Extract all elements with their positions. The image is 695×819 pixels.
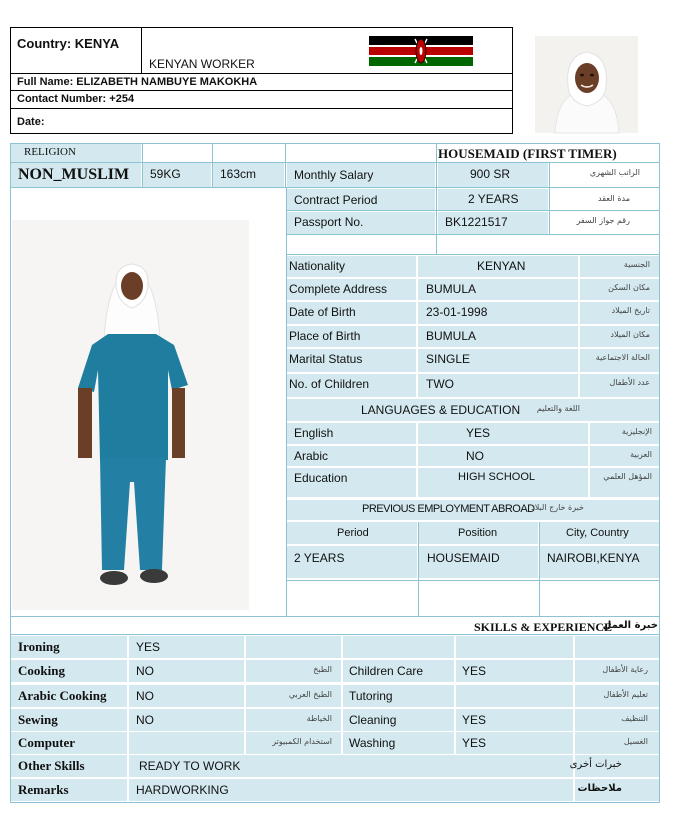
other-skills-ar: خبرات أخرى (569, 759, 622, 770)
personal-ar-label: مكان السكن (608, 283, 650, 292)
language-ar-label: المؤهل العلمي (603, 472, 652, 481)
religion-value: NON_MUSLIM (18, 166, 130, 183)
skill-value-right: YES (462, 736, 487, 750)
personal-value: KENYAN (477, 259, 526, 273)
portrait-photo (535, 36, 638, 133)
skill-label-right: Cleaning (349, 713, 397, 727)
worker-type: KENYAN WORKER (149, 57, 255, 71)
skill-cell (456, 685, 573, 707)
remarks-label: Remarks (18, 782, 69, 797)
other-skills-label: Other Skills (18, 758, 85, 773)
date-label: Date: (17, 116, 45, 128)
skill-cell (129, 732, 244, 754)
skill-value: YES (136, 640, 161, 654)
skills-title: SKILLS & EXPERIENCE (474, 620, 613, 634)
personal-label: Nationality (289, 259, 346, 273)
personal-label: Marital Status (289, 352, 363, 366)
salary-value: 900 SR (470, 167, 511, 181)
skill-ar-label: الطبخ (313, 665, 332, 674)
kenya-flag (369, 36, 473, 66)
skill-label: Computer (18, 735, 76, 750)
passport-label: Passport No. (294, 215, 364, 229)
emp-header-city: City, Country (566, 527, 629, 539)
language-ar-label: الإنجليزية (621, 427, 652, 436)
religion-label: RELIGION (24, 146, 76, 158)
personal-ar-label: مكان الميلاد (610, 330, 650, 339)
personal-ar-label: عدد الأطفال (609, 378, 650, 387)
language-value-cell (418, 423, 588, 444)
skill-value: NO (136, 713, 154, 727)
height-value: 163cm (220, 167, 257, 181)
skill-ar-label-right: الغسيل (623, 737, 648, 746)
salary-label: Monthly Salary (294, 168, 374, 182)
language-label: English (294, 426, 334, 440)
language-label: Education (294, 471, 348, 485)
weight-value: 59KG (150, 167, 181, 181)
passport-ar: رقم جواز السفر (576, 216, 630, 225)
skill-cell (343, 636, 454, 658)
language-value-cell (418, 446, 588, 466)
skill-label: Ironing (18, 639, 60, 654)
skill-ar-label: الطبخ العربي (288, 690, 332, 699)
skill-ar-label: الخياطة (306, 714, 332, 723)
skill-value: NO (136, 664, 154, 678)
skill-label: Arabic Cooking (18, 688, 107, 703)
language-value: HIGH SCHOOL (458, 471, 536, 483)
skill-label-right: Children Care (349, 664, 424, 678)
full-name: Full Name: ELIZABETH NAMBUYE MAKOKHA (17, 76, 258, 88)
salary-ar: الراتب الشهري (589, 168, 640, 177)
skill-label: Sewing (18, 712, 58, 727)
languages-title-ar: اللغة والتعليم (536, 404, 580, 413)
personal-ar-label: الحالة الاجتماعية (595, 353, 650, 362)
personal-label: Complete Address (289, 282, 388, 296)
skill-cell (456, 636, 573, 658)
personal-ar-label: الجنسية (623, 260, 650, 269)
personal-ar-label: تاريخ الميلاد (611, 306, 650, 315)
skill-label-right: Washing (349, 736, 396, 750)
passport-value: BK1221517 (445, 215, 508, 229)
skill-ar-label-right: تعليم الأطفال (603, 690, 648, 699)
language-value: YES (466, 426, 491, 440)
contract-label: Contract Period (294, 193, 378, 207)
emp-position: HOUSEMAID (427, 551, 500, 565)
other-skills-value: READY TO WORK (139, 759, 241, 773)
personal-label: Date of Birth (289, 305, 356, 319)
personal-value: 23-01-1998 (426, 305, 488, 319)
skills-title-ar: خبرة العمل (602, 620, 658, 631)
skill-cell (246, 636, 341, 658)
contact-number: Contact Number: +254 (17, 93, 135, 105)
position-title: HOUSEMAID (FIRST TIMER) (438, 146, 617, 161)
personal-value: BUMULA (426, 329, 477, 343)
full-body-photo (12, 220, 249, 610)
employment-title: PREVIOUS EMPLOYMENT ABROAD (362, 503, 535, 515)
header-box (10, 27, 513, 134)
skill-value-right: YES (462, 713, 487, 727)
skill-ar-label-right: التنظيف (621, 714, 648, 723)
employment-title-ar: خبرة خارج البلاد (531, 503, 584, 512)
skill-label-right: Tutoring (349, 689, 393, 703)
remarks-value: HARDWORKING (136, 783, 229, 797)
contract-value: 2 YEARS (468, 192, 519, 206)
skill-value: NO (136, 689, 154, 703)
skill-label: Cooking (18, 663, 65, 678)
language-ar-label: العربية (630, 450, 652, 459)
contract-ar: مدة العقد (598, 194, 630, 203)
remarks-ar: ملاحظات (577, 783, 622, 794)
emp-period: 2 YEARS (294, 551, 345, 565)
skill-ar-label-right: رعاية الأطفال (602, 665, 648, 674)
personal-value: TWO (426, 377, 454, 391)
emp-city: NAIROBI,KENYA (547, 551, 640, 565)
skill-value-right: YES (462, 664, 487, 678)
personal-label: Place of Birth (289, 329, 361, 343)
emp-header-position: Position (458, 527, 498, 539)
country-label: Country: KENYA (17, 36, 120, 51)
skill-ar-label: استخدام الكمبيوتر (272, 737, 332, 746)
personal-label: No. of Children (289, 377, 370, 391)
languages-title: LANGUAGES & EDUCATION (361, 403, 521, 417)
emp-header-period: Period (337, 527, 369, 539)
personal-value: SINGLE (426, 352, 471, 366)
language-label: Arabic (294, 449, 329, 463)
language-value: NO (466, 449, 484, 463)
personal-value: BUMULA (426, 282, 477, 296)
skill-cell (575, 636, 659, 658)
